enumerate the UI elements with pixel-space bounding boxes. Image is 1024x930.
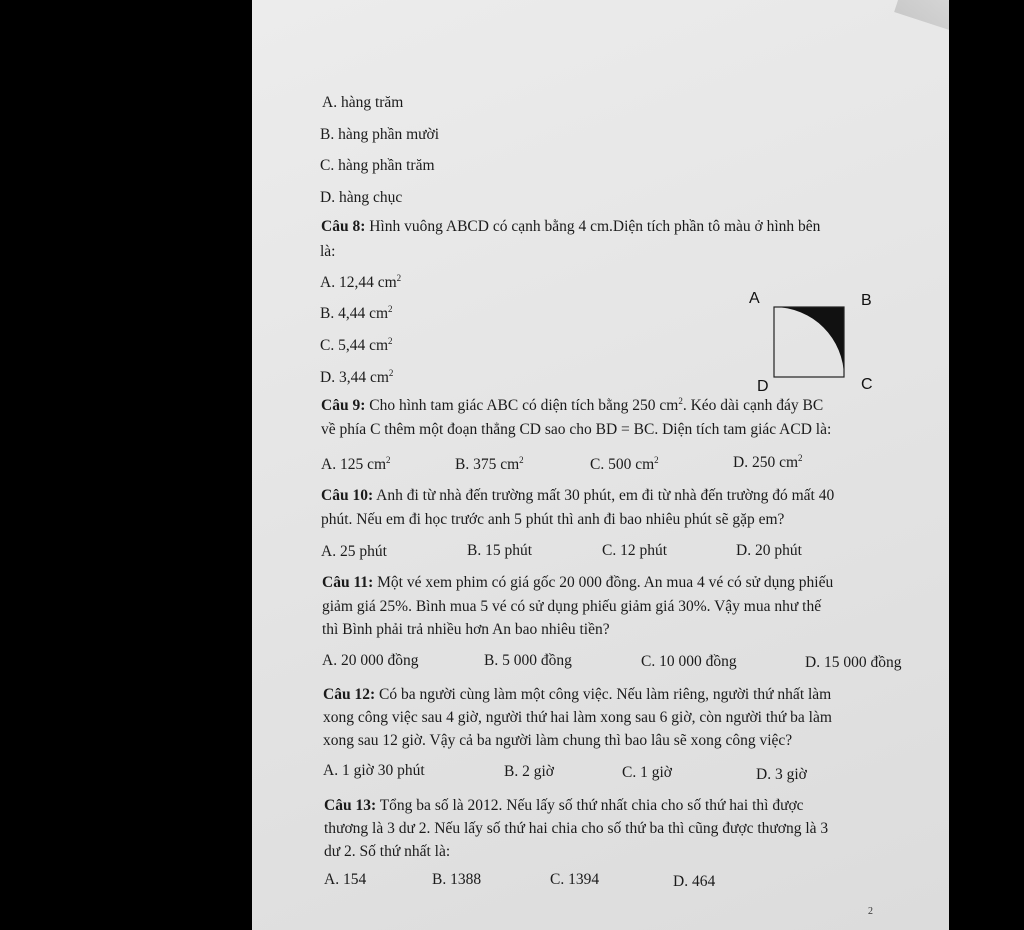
q11-option-a: A. 20 000 đồng <box>322 652 419 669</box>
q13-option-d: D. 464 <box>673 873 716 890</box>
exam-page <box>252 0 949 930</box>
q8-option-d <box>320 368 393 388</box>
q8-option-c-exp: 2 <box>388 336 393 346</box>
q10-option-d: D. 20 phút <box>736 542 802 559</box>
q9-option-c <box>590 455 659 475</box>
q8-line2: là: <box>320 243 336 260</box>
q7-option-b: B. hàng phần mười <box>320 126 440 143</box>
figure-label-a: A <box>749 290 760 307</box>
q11-line1 <box>322 573 833 593</box>
q11-line2: giảm giá 25%. Bình mua 5 vé có sử dụng phiếu giảm giá 30%. Vậy mua như thế <box>322 598 822 615</box>
square-abcd-figure <box>747 290 887 400</box>
q11-line1-text: Một vé xem phim có giá gốc 20 000 đồng. An mua 4 vé có sử dụng phiếu <box>377 574 834 591</box>
q13-line1-text: Tổng ba số là 2012. Nếu lấy số thứ nhất chia cho số thứ hai thì được <box>379 797 804 814</box>
q9-option-d <box>733 453 803 473</box>
q9-option-b-exp: 2 <box>519 455 524 465</box>
square-shape <box>747 290 887 400</box>
q13-option-a: A. 154 <box>324 871 367 888</box>
page-number: 2 <box>868 906 873 917</box>
q9-line1-exp: 2 <box>678 396 683 406</box>
q7-option-c: C. hàng phần trăm <box>320 157 435 174</box>
q9-option-b <box>455 455 524 475</box>
q12-line1-text: Có ba người cùng làm một công việc. Nếu làm riêng, người thứ nhất làm <box>378 686 832 703</box>
q8-option-b-exp: 2 <box>388 304 393 314</box>
q7-option-a: A. hàng trăm <box>322 94 404 111</box>
q8-option-d-exp: 2 <box>388 368 394 378</box>
q8-option-a-text: A. 12,44 cm <box>320 274 397 291</box>
q9-option-d-exp: 2 <box>798 453 803 463</box>
q12-number: Câu 12: <box>323 686 376 703</box>
q9-option-d-text: D. 250 cm <box>733 454 799 471</box>
q10-line2: phút. Nếu em đi học trước anh 5 phút thì anh đi bao nhiêu phút sẽ gặp em? <box>321 511 785 528</box>
q10-option-a: A. 25 phút <box>321 543 387 560</box>
q11-option-c: C. 10 000 đồng <box>641 653 737 670</box>
q9-line1 <box>321 396 823 416</box>
q9-option-b-text: B. 375 cm <box>455 456 520 473</box>
q7-option-d: D. hàng chục <box>320 189 403 206</box>
q12-option-b: B. 2 giờ <box>504 763 554 780</box>
q13-line1 <box>324 796 804 816</box>
q9-option-c-exp: 2 <box>654 455 659 465</box>
shaded-region <box>774 307 844 377</box>
q9-line2: về phía C thêm một đoạn thẳng CD sao cho BD = BC. Diện tích tam giác ACD là: <box>321 421 832 438</box>
q8-option-c <box>320 336 393 356</box>
q10-line1 <box>321 486 834 506</box>
q8-text: Hình vuông ABCD có cạnh bằng 4 cm.Diện tích phần tô màu ở hình bên <box>369 218 821 235</box>
q13-option-b: B. 1388 <box>432 871 482 888</box>
q9-number: Câu 9: <box>321 397 366 414</box>
q13-number: Câu 13: <box>324 797 377 814</box>
q9-option-a-text: A. 125 cm <box>321 456 387 473</box>
figure-label-c: C <box>861 376 873 393</box>
q8-option-d-text: D. 3,44 cm <box>320 369 389 386</box>
q10-line1-text: Anh đi từ nhà đến trường mất 30 phút, em đi từ nhà đến trường đó mất 40 <box>376 487 835 504</box>
q11-option-b: B. 5 000 đồng <box>484 652 572 669</box>
q12-option-c: C. 1 giờ <box>622 764 672 781</box>
q9-option-a <box>321 455 391 475</box>
q9-line1-post: . Kéo dài cạnh đáy BC <box>682 397 824 414</box>
q8-option-a <box>320 273 401 293</box>
q12-line3: xong sau 12 giờ. Vậy cả ba người làm chung thì bao lâu sẽ xong công việc? <box>323 732 793 749</box>
figure-label-d: D <box>757 378 769 395</box>
q12-line2: xong công việc sau 4 giờ, người thứ hai làm xong sau 6 giờ, còn người thứ ba làm <box>323 709 832 726</box>
q10-number: Câu 10: <box>321 487 374 504</box>
q9-option-a-exp: 2 <box>386 455 391 465</box>
q13-option-c: C. 1394 <box>550 871 600 888</box>
q12-option-a: A. 1 giờ 30 phút <box>323 762 425 779</box>
q8-option-a-exp: 2 <box>396 273 402 283</box>
q10-option-c: C. 12 phút <box>602 542 668 559</box>
q12-line1 <box>323 685 831 705</box>
q8-option-b <box>320 304 393 324</box>
q8-number: Câu 8: <box>321 218 366 235</box>
q11-number: Câu 11: <box>322 574 374 591</box>
q13-line2: thương là 3 dư 2. Nếu lấy số thứ hai chia cho số thứ ba thì cũng được thương là 3 <box>324 820 829 837</box>
q10-option-b: B. 15 phút <box>467 542 533 559</box>
page-corner-fold <box>894 0 949 31</box>
q9-line1-pre: Cho hình tam giác ABC có diện tích bằng 250 cm <box>369 397 679 414</box>
q9-option-c-text: C. 500 cm <box>590 456 655 473</box>
q12-option-d: D. 3 giờ <box>756 766 807 783</box>
q13-line3: dư 2. Số thứ nhất là: <box>324 843 451 860</box>
q11-option-d: D. 15 000 đồng <box>805 654 902 671</box>
q8-line1 <box>321 217 820 237</box>
q11-line3: thì Bình phải trả nhiều hơn An bao nhiêu tiền? <box>322 621 610 638</box>
figure-label-b: B <box>861 292 872 309</box>
q8-option-b-text: B. 4,44 cm <box>320 305 389 322</box>
q8-option-c-text: C. 5,44 cm <box>320 337 389 354</box>
